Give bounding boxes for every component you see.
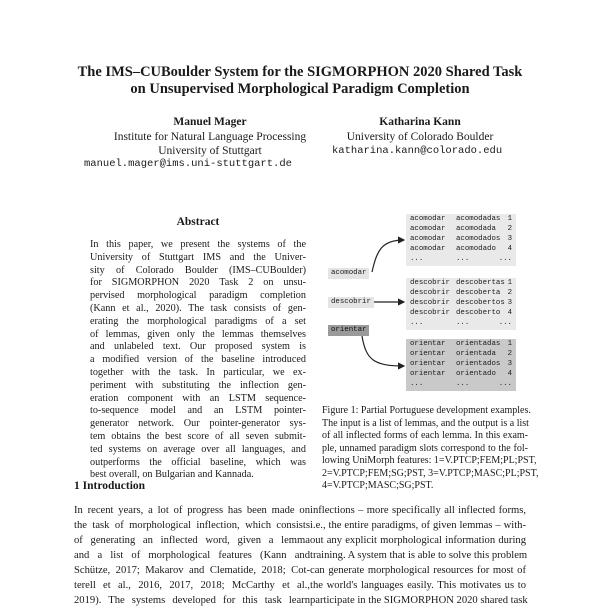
text-line: Figure 1: Partial Portuguese development examples.	[322, 405, 531, 416]
paradigm-lemma: acomodar	[410, 215, 446, 223]
paradigm-lemma: descobrir	[410, 289, 450, 297]
paradigm-row	[406, 369, 516, 379]
text-line: Schütze, 2017; Makarov and Clematide, 2018; Cot-	[74, 565, 310, 576]
author-affiliation: University of Colorado Boulder	[346, 131, 494, 143]
paradigm-row	[406, 254, 516, 264]
author-name: Manuel Mager	[173, 116, 247, 128]
paradigm-row	[406, 278, 516, 288]
text-line: the world's languages easily. This motivates us to	[310, 580, 526, 591]
paradigm-row	[406, 234, 516, 244]
paper-title-line-2: on Unsupervised Morphological Paradigm Completion	[130, 81, 470, 97]
paradigm-row	[406, 224, 516, 234]
text-line: i.e., the entire paradigms, of given lemmas – with-	[310, 520, 526, 531]
text-line: participate in the SIGMORPHON 2020 shared task	[310, 595, 528, 606]
paradigm-form: descobertos	[456, 299, 505, 307]
text-line: University of Stuttgart IMS and the Univer-	[90, 251, 306, 263]
text-line: tem obtains the best score of all seven submit-	[90, 430, 306, 442]
paradigm-form: orientados	[456, 360, 501, 368]
paradigm-lemma: descobrir	[410, 299, 450, 307]
intro-left-column	[74, 503, 310, 608]
paradigm-row	[406, 298, 516, 308]
abstract-heading: Abstract	[176, 216, 220, 228]
author-name: Katharina Kann	[379, 116, 461, 128]
text-line: out any explicit morphological information during	[310, 535, 526, 546]
paradigm-form: orientada	[456, 350, 496, 358]
paradigm-lemma: orientar	[410, 340, 446, 348]
paradigm-lemma: orientar	[410, 370, 446, 378]
paradigm-form: acomodada	[456, 225, 496, 233]
text-line: (Kann et al., 2020). The task consists of gen-	[90, 302, 306, 314]
paradigm-idx: 3	[507, 235, 512, 243]
paradigm-form: descoberta	[456, 289, 501, 297]
paradigm-row	[406, 339, 516, 349]
paradigm-idx: ...	[498, 380, 512, 388]
figure-caption	[322, 405, 539, 493]
paradigm-lemma: orientar	[410, 360, 446, 368]
text-line: The input is a list of lemmas, and the output is a list	[322, 417, 529, 429]
paradigm-lemma: descobrir	[410, 279, 450, 287]
text-line: together with the task. In particular, we ex-	[90, 366, 306, 378]
text-line: for SIGMORPHON 2020 Task 2 on unsu-	[90, 277, 306, 289]
paradigm-form: acomodados	[456, 235, 501, 243]
abstract-body	[90, 239, 306, 482]
text-line: sity of Colorado Boulder (IMS–CUBoulder)	[90, 264, 306, 276]
paradigm-lemma: acomodar	[410, 245, 446, 253]
author-affiliation: University of Stuttgart	[158, 145, 262, 157]
paradigm-form: ...	[456, 380, 470, 388]
text-line: 2019). The systems developed for this task learn	[74, 595, 310, 606]
paradigm-form: ...	[456, 319, 470, 327]
text-line: and a list of morphological features (Kann and	[74, 550, 310, 561]
paradigm-idx: ...	[498, 319, 512, 327]
paradigm-form: ...	[456, 255, 470, 263]
text-line: ple, unnamed paradigm slots correspond to the fol-	[322, 442, 528, 454]
paradigm-form: orientado	[456, 370, 496, 378]
paradigm-row	[406, 359, 516, 369]
text-line: inflections – more specifically all inflected forms,	[310, 505, 526, 516]
text-line: In recent years, a lot of progress has been made on	[74, 505, 310, 516]
paradigm-row	[406, 214, 516, 224]
arrow-acomodar	[372, 240, 404, 272]
text-line: of generating an inflected word, given a lemma	[74, 535, 310, 546]
text-line: generator network. Our pointer-generator sys-	[90, 418, 306, 430]
paradigm-row	[406, 244, 516, 254]
text-line: and unlabeled text. Our proposed system is	[90, 341, 306, 353]
figure-1	[322, 210, 539, 491]
text-line: of lemmas, given only the lemmas themselves	[90, 328, 306, 340]
paradigm-lemma: ...	[410, 255, 424, 263]
author-block-1	[80, 116, 340, 158]
paradigm-idx: 3	[507, 360, 512, 368]
paradigm-box	[406, 339, 516, 391]
text-line: the task of morphological inflection, which consists	[74, 520, 310, 531]
paradigm-form: orientadas	[456, 340, 501, 348]
paradigm-box	[406, 214, 516, 266]
paradigm-idx: 1	[507, 215, 512, 223]
paradigm-idx: 4	[507, 370, 512, 378]
text-line: a modified version of the baseline introduced	[90, 354, 306, 366]
text-line: lowing UniMorph features: 1=V.PTCP;FEM;PL;PST,	[322, 455, 537, 466]
author-email[interactable]: katharina.kann@colorado.edu	[332, 145, 503, 157]
paradigm-idx: 4	[507, 245, 512, 253]
paradigm-row	[406, 349, 516, 359]
paradigm-idx: ...	[498, 255, 512, 263]
lemma-label: acomodar	[328, 268, 369, 279]
paradigm-lemma: ...	[410, 380, 424, 388]
text-line: 2=V.PTCP;FEM;SG;PST, 3=V.PTCP;MASC;PL;PST,	[322, 467, 539, 479]
text-line: of all inflected forms of each lemma. In this exam-	[322, 430, 528, 441]
arrow-orientar	[362, 336, 404, 366]
text-line: In this paper, we present the systems of the	[90, 239, 306, 250]
paradigm-row	[406, 379, 516, 389]
paradigm-lemma: ...	[410, 319, 424, 327]
paradigm-idx: 2	[507, 289, 512, 297]
paradigm-form: descoberto	[456, 309, 501, 317]
text-line: pervised morphological paradigm completion	[90, 290, 306, 302]
text-line: can generate morphological resources for most of	[310, 565, 526, 576]
paradigm-lemma: orientar	[410, 350, 446, 358]
paradigm-row	[406, 308, 516, 318]
paradigm-form: acomodadas	[456, 215, 501, 223]
paradigm-box	[406, 278, 516, 330]
paradigm-idx: 1	[507, 279, 512, 287]
paradigm-lemma: acomodar	[410, 225, 446, 233]
lemma-label: descobrir	[328, 297, 374, 308]
paradigm-idx: 2	[507, 225, 512, 233]
text-line: erating the morphological paradigms of a set	[90, 315, 306, 327]
paradigm-idx: 1	[507, 340, 512, 348]
section-heading: 1 Introduction	[74, 480, 146, 492]
text-line: outperforms the official baseline, which was	[90, 456, 306, 468]
author-affiliation: Institute for Natural Language Processing	[113, 131, 307, 143]
paradigm-row	[406, 318, 516, 328]
text-line: terell et al., 2016, 2017, 2018; McCarthy et al.,	[74, 580, 310, 591]
author-block-2	[315, 116, 525, 144]
lemma-label: orientar	[328, 325, 369, 336]
paradigm-idx: 4	[507, 309, 512, 317]
intro-right-column	[310, 503, 526, 608]
paradigm-row	[406, 288, 516, 298]
text-line: eration component with an LSTM sequence-	[90, 392, 306, 404]
text-line: best overall, on Bulgarian and Kannada.	[90, 469, 254, 481]
paper-title-line-1: The IMS–CUBoulder System for the SIGMORPHON 2020 Shared Task	[77, 64, 523, 80]
paradigm-idx: 2	[507, 350, 512, 358]
paradigm-idx: 3	[507, 299, 512, 307]
text-line: 4=V.PTCP;MASC;SG;PST.	[322, 480, 434, 491]
paradigm-lemma: descobrir	[410, 309, 450, 317]
paradigm-form: acomodado	[456, 245, 496, 253]
text-line: ted systems on average over all languages, and	[90, 443, 306, 455]
text-line: periment with substituting the inflection gen-	[90, 379, 306, 391]
text-line: to-sequence model and an LSTM pointer-	[90, 405, 306, 417]
text-line: training. A system that is able to solve this problem	[310, 550, 528, 561]
paradigm-form: descobertas	[456, 279, 505, 287]
paradigm-lemma: acomodar	[410, 235, 446, 243]
author-email[interactable]: manuel.mager@ims.uni-stuttgart.de	[84, 158, 292, 170]
